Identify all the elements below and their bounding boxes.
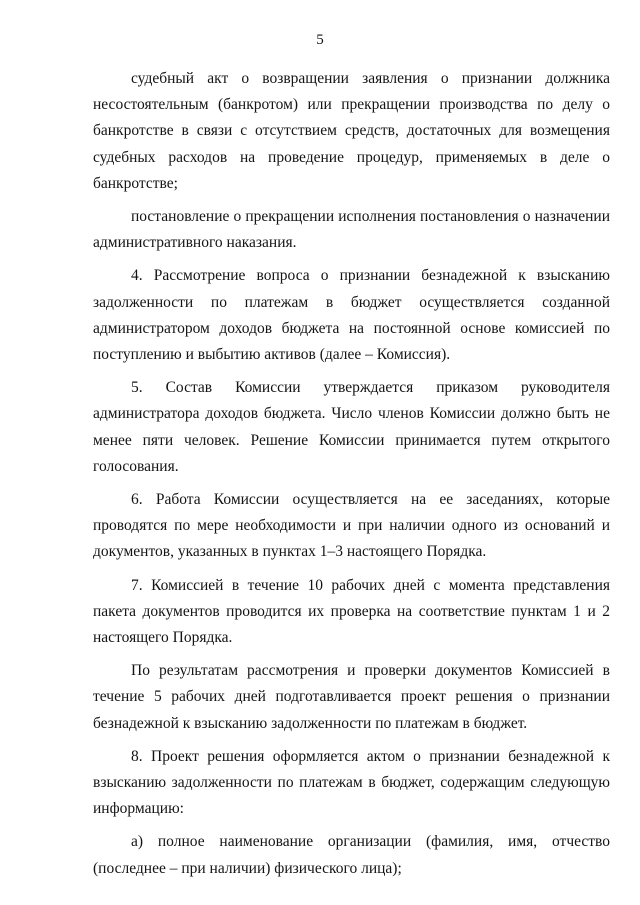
document-body bbox=[93, 66, 610, 889]
paragraph-item-4: 4. Рассмотрение вопроса о признании безнадежной к взысканию задолженности по платежам в бюджет осуществляется созданной администратором доходов бюджета на постоянной основе комиссией по поступлению и выбытию активов (далее – Комиссия). bbox=[93, 267, 610, 364]
paragraph-item-5: 5. Состав Комиссии утверждается приказом руководителя администратора доходов бюджета. Число членов Комиссии должно быть не менее пяти человек. Решение Комиссии принимается путем открытого голосования. bbox=[93, 379, 610, 475]
paragraph-court-act: судебный акт о возвращении заявления о признании должника несостоятельным (банкротом) или прекращении производства по делу о банкротстве в связи с отсутствием средств, достаточных для возмещения судебных расходов на проведение процедур, применяемых в деле о банкротстве; bbox=[93, 70, 610, 192]
paragraph-subitem-a: а) полное наименование организации (фамилия, имя, отчество (последнее – при наличии) физического лица); bbox=[93, 833, 610, 877]
paragraph-item-6: 6. Работа Комиссии осуществляется на ее заседаниях, которые проводятся по мере необходимости и при наличии одного из оснований и документов, указанных в пунктах 1–3 настоящего Порядка. bbox=[93, 491, 610, 561]
paragraph-item-7: 7. Комиссией в течение 10 рабочих дней с момента представления пакета документов проводится их проверка на соответствие пунктам 1 и 2 настоящего Порядка. bbox=[93, 576, 610, 647]
paragraph-item-8: 8. Проект решения оформляется актом о признании безнадежной к взысканию задолженности по платежам в бюджет, содержащим следующую информацию: bbox=[93, 747, 610, 818]
paragraph-termination-resolution: постановление о прекращении исполнения постановления о назначении административного наказания. bbox=[93, 208, 610, 252]
page-number: 5 bbox=[316, 32, 324, 48]
paragraph-review-results: По результатам рассмотрения и проверки документов Комиссией в течение 5 рабочих дней подготавливается проект решения о признании безнадежной к взысканию задолженности по платежам в бюджет. bbox=[93, 662, 610, 732]
